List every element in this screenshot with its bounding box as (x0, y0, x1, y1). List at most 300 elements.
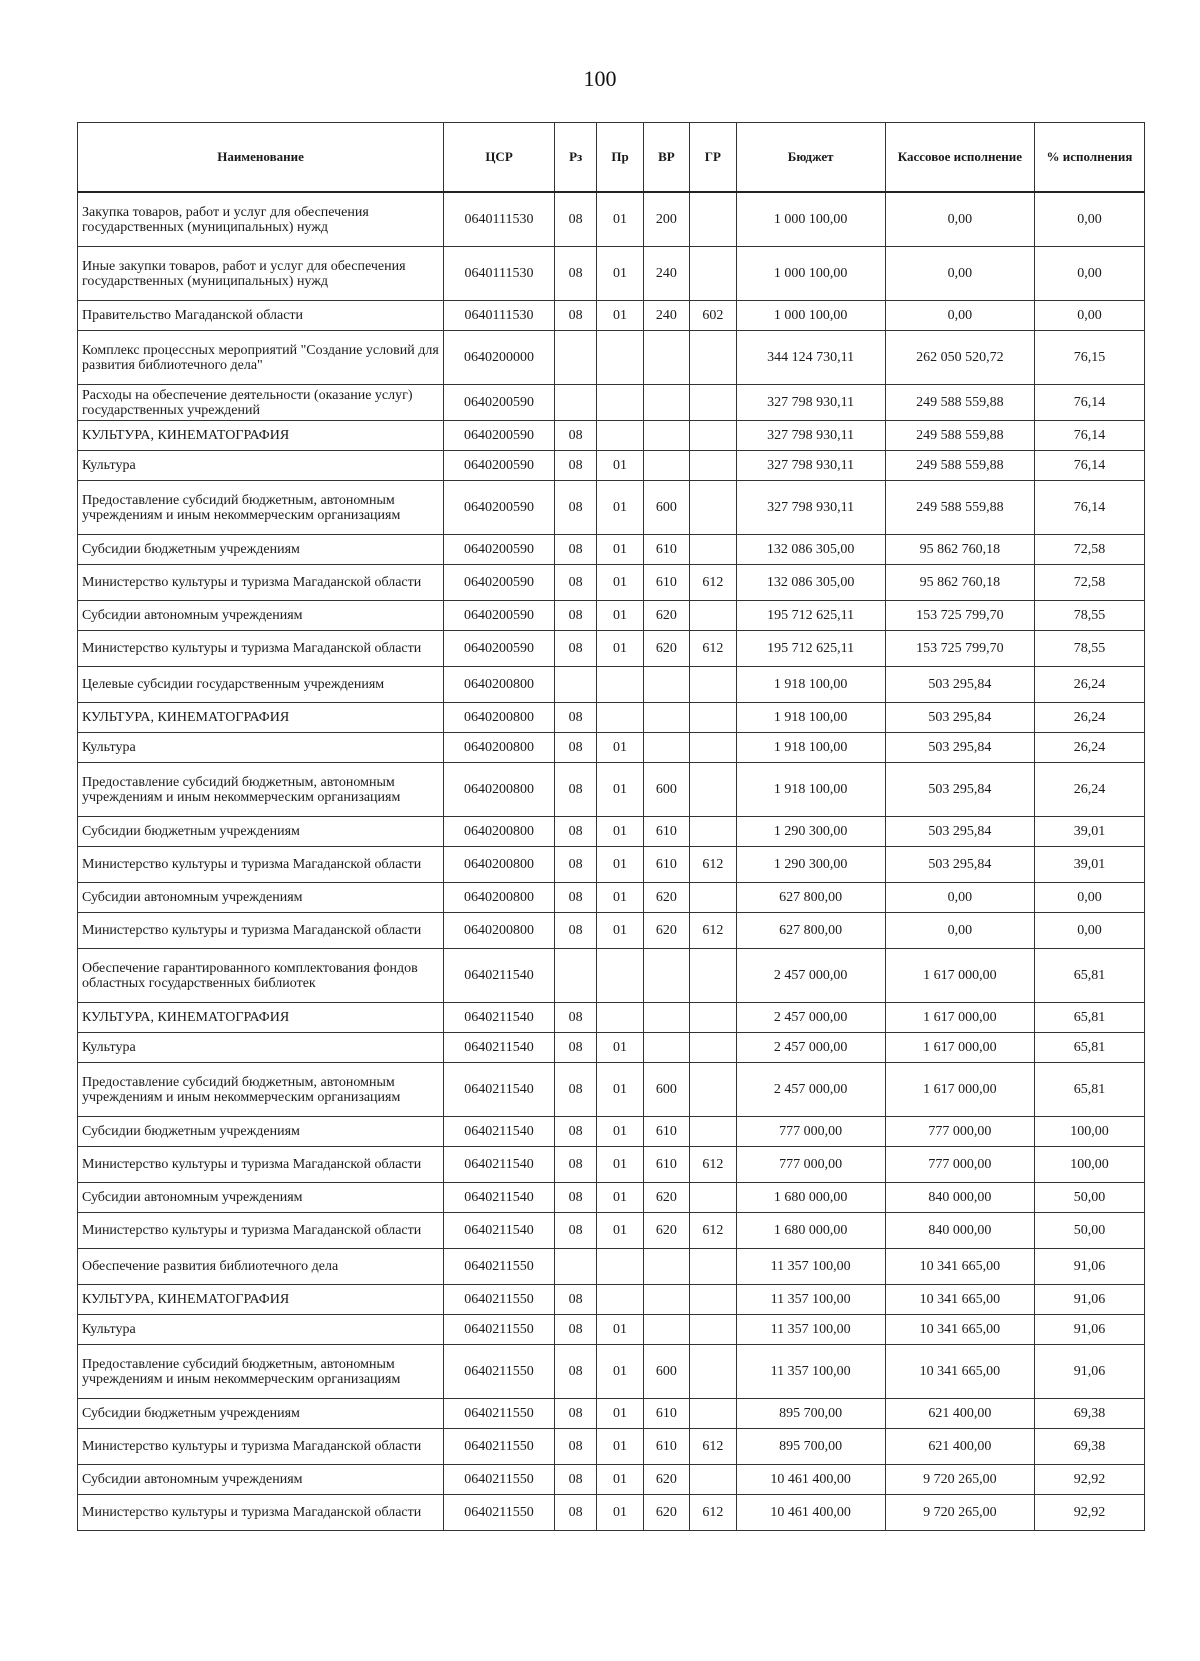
cell-pr: 01 (597, 451, 643, 481)
cell-vr: 610 (643, 1429, 689, 1465)
cell-gr (690, 247, 736, 301)
cell-name: Предоставление субсидий бюджетным, автономным учреждениям и иным некоммерческим организациям (78, 1063, 444, 1117)
cell-csr: 0640200590 (444, 535, 555, 565)
cell-csr: 0640211550 (444, 1399, 555, 1429)
table-row (78, 733, 1145, 763)
table-row (78, 1345, 1145, 1399)
table-row (78, 763, 1145, 817)
cell-rz: 08 (555, 847, 597, 883)
cell-pr (597, 421, 643, 451)
cell-cash-execution: 1 617 000,00 (885, 1033, 1034, 1063)
cell-gr (690, 1033, 736, 1063)
cell-csr: 0640211540 (444, 1147, 555, 1183)
cell-budget: 895 700,00 (736, 1399, 885, 1429)
table-row (78, 565, 1145, 601)
cell-csr: 0640200800 (444, 847, 555, 883)
cell-gr: 612 (690, 1147, 736, 1183)
cell-gr (690, 703, 736, 733)
cell-name: Субсидии автономным учреждениям (78, 1465, 444, 1495)
cell-gr (690, 667, 736, 703)
cell-execution-percent: 100,00 (1035, 1117, 1145, 1147)
cell-rz: 08 (555, 1465, 597, 1495)
cell-budget: 327 798 930,11 (736, 481, 885, 535)
cell-budget: 132 086 305,00 (736, 565, 885, 601)
cell-execution-percent: 76,14 (1035, 421, 1145, 451)
table-row (78, 192, 1145, 247)
cell-csr: 0640211540 (444, 949, 555, 1003)
cell-csr: 0640111530 (444, 301, 555, 331)
cell-csr: 0640211550 (444, 1345, 555, 1399)
cell-pr (597, 703, 643, 733)
cell-budget: 10 461 400,00 (736, 1465, 885, 1495)
cell-name: Предоставление субсидий бюджетным, автономным учреждениям и иным некоммерческим организациям (78, 763, 444, 817)
header-gr: ГР (690, 123, 736, 193)
cell-vr: 240 (643, 301, 689, 331)
table-row (78, 631, 1145, 667)
cell-rz: 08 (555, 565, 597, 601)
cell-pr (597, 1003, 643, 1033)
cell-gr (690, 601, 736, 631)
cell-execution-percent: 78,55 (1035, 601, 1145, 631)
cell-execution-percent: 65,81 (1035, 1033, 1145, 1063)
cell-name: Субсидии бюджетным учреждениям (78, 817, 444, 847)
cell-csr: 0640211540 (444, 1063, 555, 1117)
cell-gr (690, 949, 736, 1003)
cell-vr (643, 1249, 689, 1285)
table-row (78, 1285, 1145, 1315)
cell-execution-percent: 50,00 (1035, 1183, 1145, 1213)
cell-rz: 08 (555, 247, 597, 301)
cell-cash-execution: 0,00 (885, 192, 1034, 247)
cell-pr: 01 (597, 1399, 643, 1429)
cell-pr: 01 (597, 247, 643, 301)
cell-rz (555, 667, 597, 703)
cell-gr (690, 1183, 736, 1213)
cell-csr: 0640200800 (444, 913, 555, 949)
cell-vr (643, 385, 689, 421)
table-row (78, 1399, 1145, 1429)
cell-budget: 1 000 100,00 (736, 301, 885, 331)
cell-rz: 08 (555, 733, 597, 763)
cell-vr: 620 (643, 601, 689, 631)
cell-cash-execution: 503 295,84 (885, 667, 1034, 703)
cell-vr (643, 331, 689, 385)
header-budget: Бюджет (736, 123, 885, 193)
cell-execution-percent: 91,06 (1035, 1345, 1145, 1399)
cell-vr: 610 (643, 1147, 689, 1183)
cell-name: Иные закупки товаров, работ и услуг для обеспечения государственных (муниципальных) нужд (78, 247, 444, 301)
cell-csr: 0640200800 (444, 667, 555, 703)
cell-execution-percent: 50,00 (1035, 1213, 1145, 1249)
cell-execution-percent: 0,00 (1035, 192, 1145, 247)
table-row (78, 385, 1145, 421)
table-row (78, 667, 1145, 703)
cell-vr (643, 1003, 689, 1033)
cell-pr: 01 (597, 535, 643, 565)
cell-vr: 620 (643, 1495, 689, 1531)
cell-cash-execution: 503 295,84 (885, 733, 1034, 763)
cell-rz: 08 (555, 883, 597, 913)
cell-name: КУЛЬТУРА, КИНЕМАТОГРАФИЯ (78, 1285, 444, 1315)
table-row (78, 847, 1145, 883)
table-row (78, 535, 1145, 565)
cell-vr (643, 1315, 689, 1345)
cell-vr (643, 1285, 689, 1315)
cell-rz: 08 (555, 1399, 597, 1429)
cell-vr (643, 703, 689, 733)
cell-name: Культура (78, 1033, 444, 1063)
cell-name: Субсидии автономным учреждениям (78, 883, 444, 913)
cell-rz: 08 (555, 1429, 597, 1465)
cell-vr: 620 (643, 631, 689, 667)
table-row (78, 601, 1145, 631)
cell-name: КУЛЬТУРА, КИНЕМАТОГРАФИЯ (78, 1003, 444, 1033)
cell-pr: 01 (597, 1063, 643, 1117)
cell-rz: 08 (555, 1495, 597, 1531)
cell-rz: 08 (555, 1213, 597, 1249)
cell-vr: 620 (643, 913, 689, 949)
cell-rz: 08 (555, 817, 597, 847)
cell-gr (690, 883, 736, 913)
cell-pr (597, 949, 643, 1003)
cell-pr: 01 (597, 817, 643, 847)
header-csr: ЦСР (444, 123, 555, 193)
cell-budget: 1 290 300,00 (736, 817, 885, 847)
cell-csr: 0640211540 (444, 1033, 555, 1063)
cell-cash-execution: 0,00 (885, 301, 1034, 331)
cell-gr: 612 (690, 565, 736, 601)
cell-name: Министерство культуры и туризма Магаданской области (78, 1429, 444, 1465)
cell-csr: 0640211540 (444, 1183, 555, 1213)
cell-vr: 600 (643, 481, 689, 535)
cell-execution-percent: 92,92 (1035, 1465, 1145, 1495)
cell-cash-execution: 249 588 559,88 (885, 385, 1034, 421)
cell-budget: 777 000,00 (736, 1117, 885, 1147)
cell-name: Комплекс процессных мероприятий "Создание условий для развития библиотечного дела" (78, 331, 444, 385)
cell-gr: 612 (690, 631, 736, 667)
cell-execution-percent: 39,01 (1035, 817, 1145, 847)
cell-rz: 08 (555, 601, 597, 631)
cell-cash-execution: 10 341 665,00 (885, 1315, 1034, 1345)
cell-execution-percent: 26,24 (1035, 703, 1145, 733)
cell-csr: 0640211550 (444, 1315, 555, 1345)
cell-name: Обеспечение гарантированного комплектования фондов областных государственных библиотек (78, 949, 444, 1003)
cell-gr (690, 331, 736, 385)
cell-cash-execution: 262 050 520,72 (885, 331, 1034, 385)
cell-vr: 620 (643, 1183, 689, 1213)
cell-cash-execution: 840 000,00 (885, 1213, 1034, 1249)
cell-gr (690, 1465, 736, 1495)
cell-rz: 08 (555, 535, 597, 565)
budget-execution-table (77, 122, 1145, 1531)
cell-vr: 620 (643, 883, 689, 913)
cell-budget: 344 124 730,11 (736, 331, 885, 385)
cell-pr: 01 (597, 1429, 643, 1465)
table-row (78, 1147, 1145, 1183)
cell-cash-execution: 840 000,00 (885, 1183, 1034, 1213)
cell-execution-percent: 92,92 (1035, 1495, 1145, 1531)
header-execution-percent: % исполнения (1035, 123, 1145, 193)
cell-name: Субсидии бюджетным учреждениям (78, 1117, 444, 1147)
cell-csr: 0640200590 (444, 631, 555, 667)
cell-budget: 2 457 000,00 (736, 1063, 885, 1117)
cell-rz: 08 (555, 1147, 597, 1183)
cell-csr: 0640200590 (444, 451, 555, 481)
cell-rz: 08 (555, 451, 597, 481)
cell-execution-percent: 72,58 (1035, 565, 1145, 601)
cell-pr: 01 (597, 1345, 643, 1399)
cell-gr (690, 1399, 736, 1429)
cell-gr (690, 385, 736, 421)
cell-gr: 612 (690, 1495, 736, 1531)
cell-rz (555, 385, 597, 421)
cell-cash-execution: 621 400,00 (885, 1399, 1034, 1429)
cell-budget: 2 457 000,00 (736, 1003, 885, 1033)
cell-name: Министерство культуры и туризма Магаданской области (78, 1147, 444, 1183)
cell-budget: 11 357 100,00 (736, 1285, 885, 1315)
cell-cash-execution: 249 588 559,88 (885, 451, 1034, 481)
cell-csr: 0640211550 (444, 1249, 555, 1285)
header-rz: Рз (555, 123, 597, 193)
cell-gr: 612 (690, 847, 736, 883)
cell-cash-execution: 1 617 000,00 (885, 1063, 1034, 1117)
cell-cash-execution: 10 341 665,00 (885, 1249, 1034, 1285)
cell-cash-execution: 0,00 (885, 883, 1034, 913)
cell-cash-execution: 503 295,84 (885, 703, 1034, 733)
cell-gr (690, 733, 736, 763)
cell-budget: 2 457 000,00 (736, 949, 885, 1003)
cell-gr (690, 421, 736, 451)
cell-execution-percent: 76,15 (1035, 331, 1145, 385)
cell-execution-percent: 100,00 (1035, 1147, 1145, 1183)
cell-gr (690, 481, 736, 535)
cell-gr (690, 192, 736, 247)
cell-csr: 0640200800 (444, 703, 555, 733)
cell-name: Предоставление субсидий бюджетным, автономным учреждениям и иным некоммерческим организациям (78, 1345, 444, 1399)
cell-pr: 01 (597, 1465, 643, 1495)
cell-budget: 777 000,00 (736, 1147, 885, 1183)
table-row (78, 481, 1145, 535)
table-row (78, 1249, 1145, 1285)
cell-csr: 0640211550 (444, 1285, 555, 1315)
cell-gr: 612 (690, 913, 736, 949)
cell-pr: 01 (597, 763, 643, 817)
cell-vr: 200 (643, 192, 689, 247)
cell-budget: 1 000 100,00 (736, 247, 885, 301)
cell-pr: 01 (597, 1147, 643, 1183)
cell-rz (555, 331, 597, 385)
cell-csr: 0640111530 (444, 247, 555, 301)
cell-name: Культура (78, 451, 444, 481)
table-row (78, 1213, 1145, 1249)
cell-vr (643, 451, 689, 481)
cell-vr: 610 (643, 1399, 689, 1429)
table-row (78, 331, 1145, 385)
cell-budget: 11 357 100,00 (736, 1249, 885, 1285)
cell-rz: 08 (555, 1345, 597, 1399)
cell-cash-execution: 503 295,84 (885, 847, 1034, 883)
cell-vr: 600 (643, 763, 689, 817)
cell-cash-execution: 777 000,00 (885, 1147, 1034, 1183)
table-body (78, 192, 1145, 1531)
cell-csr: 0640200800 (444, 763, 555, 817)
cell-execution-percent: 91,06 (1035, 1249, 1145, 1285)
cell-execution-percent: 91,06 (1035, 1315, 1145, 1345)
cell-budget: 195 712 625,11 (736, 601, 885, 631)
cell-cash-execution: 1 617 000,00 (885, 1003, 1034, 1033)
header-name: Наименование (78, 123, 444, 193)
cell-execution-percent: 76,14 (1035, 385, 1145, 421)
cell-rz: 08 (555, 481, 597, 535)
cell-rz: 08 (555, 1285, 597, 1315)
table-row (78, 1429, 1145, 1465)
cell-gr: 612 (690, 1429, 736, 1465)
cell-execution-percent: 78,55 (1035, 631, 1145, 667)
cell-rz: 08 (555, 913, 597, 949)
cell-vr (643, 421, 689, 451)
cell-gr: 612 (690, 1213, 736, 1249)
cell-execution-percent: 0,00 (1035, 913, 1145, 949)
cell-gr (690, 1003, 736, 1033)
cell-pr: 01 (597, 1495, 643, 1531)
cell-name: Министерство культуры и туризма Магаданской области (78, 913, 444, 949)
cell-vr (643, 667, 689, 703)
cell-name: Закупка товаров, работ и услуг для обеспечения государственных (муниципальных) нужд (78, 192, 444, 247)
cell-csr: 0640211540 (444, 1213, 555, 1249)
cell-pr: 01 (597, 1315, 643, 1345)
cell-budget: 327 798 930,11 (736, 421, 885, 451)
cell-csr: 0640200590 (444, 385, 555, 421)
cell-vr (643, 949, 689, 1003)
cell-vr: 240 (643, 247, 689, 301)
cell-budget: 327 798 930,11 (736, 385, 885, 421)
cell-execution-percent: 26,24 (1035, 667, 1145, 703)
cell-name: Субсидии автономным учреждениям (78, 1183, 444, 1213)
cell-execution-percent: 72,58 (1035, 535, 1145, 565)
cell-rz: 08 (555, 1033, 597, 1063)
cell-pr: 01 (597, 1033, 643, 1063)
cell-budget: 627 800,00 (736, 883, 885, 913)
cell-vr: 610 (643, 565, 689, 601)
cell-cash-execution: 777 000,00 (885, 1117, 1034, 1147)
table-row (78, 949, 1145, 1003)
cell-vr: 600 (643, 1345, 689, 1399)
cell-vr: 610 (643, 817, 689, 847)
cell-pr: 01 (597, 1183, 643, 1213)
cell-gr (690, 1117, 736, 1147)
cell-gr (690, 1345, 736, 1399)
table-row (78, 703, 1145, 733)
cell-csr: 0640200590 (444, 565, 555, 601)
cell-pr: 01 (597, 601, 643, 631)
cell-gr (690, 535, 736, 565)
cell-budget: 195 712 625,11 (736, 631, 885, 667)
cell-budget: 2 457 000,00 (736, 1033, 885, 1063)
cell-vr: 610 (643, 1117, 689, 1147)
cell-name: Субсидии бюджетным учреждениям (78, 535, 444, 565)
header-cash-execution: Кассовое исполнение (885, 123, 1034, 193)
cell-budget: 1 918 100,00 (736, 667, 885, 703)
cell-cash-execution: 0,00 (885, 247, 1034, 301)
cell-gr (690, 817, 736, 847)
table-row (78, 1003, 1145, 1033)
table-row (78, 883, 1145, 913)
table-row (78, 1315, 1145, 1345)
cell-vr: 600 (643, 1063, 689, 1117)
cell-execution-percent: 26,24 (1035, 733, 1145, 763)
cell-budget: 1 680 000,00 (736, 1213, 885, 1249)
cell-cash-execution: 10 341 665,00 (885, 1345, 1034, 1399)
cell-execution-percent: 69,38 (1035, 1429, 1145, 1465)
cell-execution-percent: 69,38 (1035, 1399, 1145, 1429)
cell-budget: 895 700,00 (736, 1429, 885, 1465)
cell-rz: 08 (555, 421, 597, 451)
cell-rz: 08 (555, 763, 597, 817)
cell-budget: 11 357 100,00 (736, 1345, 885, 1399)
cell-pr: 01 (597, 301, 643, 331)
cell-name: КУЛЬТУРА, КИНЕМАТОГРАФИЯ (78, 703, 444, 733)
cell-csr: 0640111530 (444, 192, 555, 247)
cell-name: Министерство культуры и туризма Магаданской области (78, 1213, 444, 1249)
cell-gr (690, 1063, 736, 1117)
cell-pr: 01 (597, 1117, 643, 1147)
header-vr: ВР (643, 123, 689, 193)
table-row (78, 1465, 1145, 1495)
page-number: 100 (583, 66, 617, 91)
cell-cash-execution: 249 588 559,88 (885, 421, 1034, 451)
cell-rz: 08 (555, 703, 597, 733)
cell-vr: 620 (643, 1213, 689, 1249)
cell-pr: 01 (597, 481, 643, 535)
table-row (78, 1495, 1145, 1531)
cell-budget: 132 086 305,00 (736, 535, 885, 565)
cell-cash-execution: 10 341 665,00 (885, 1285, 1034, 1315)
cell-rz: 08 (555, 1315, 597, 1345)
cell-name: КУЛЬТУРА, КИНЕМАТОГРАФИЯ (78, 421, 444, 451)
cell-cash-execution: 9 720 265,00 (885, 1465, 1034, 1495)
cell-gr (690, 1285, 736, 1315)
cell-execution-percent: 26,24 (1035, 763, 1145, 817)
cell-vr: 610 (643, 535, 689, 565)
cell-name: Культура (78, 733, 444, 763)
table-row (78, 1063, 1145, 1117)
cell-rz (555, 1249, 597, 1285)
cell-rz: 08 (555, 1117, 597, 1147)
cell-csr: 0640211540 (444, 1003, 555, 1033)
cell-pr (597, 385, 643, 421)
cell-name: Расходы на обеспечение деятельности (оказание услуг) государственных учреждений (78, 385, 444, 421)
table-header-row (78, 123, 1145, 193)
cell-cash-execution: 9 720 265,00 (885, 1495, 1034, 1531)
cell-csr: 0640211550 (444, 1495, 555, 1531)
cell-budget: 1 918 100,00 (736, 733, 885, 763)
table-row (78, 817, 1145, 847)
cell-pr: 01 (597, 733, 643, 763)
cell-pr: 01 (597, 847, 643, 883)
cell-csr: 0640200590 (444, 601, 555, 631)
cell-budget: 627 800,00 (736, 913, 885, 949)
cell-cash-execution: 95 862 760,18 (885, 565, 1034, 601)
cell-pr: 01 (597, 913, 643, 949)
cell-cash-execution: 1 617 000,00 (885, 949, 1034, 1003)
cell-cash-execution: 153 725 799,70 (885, 631, 1034, 667)
cell-csr: 0640211540 (444, 1117, 555, 1147)
table-row (78, 1033, 1145, 1063)
cell-pr: 01 (597, 883, 643, 913)
table-row (78, 247, 1145, 301)
cell-gr (690, 451, 736, 481)
cell-cash-execution: 503 295,84 (885, 763, 1034, 817)
